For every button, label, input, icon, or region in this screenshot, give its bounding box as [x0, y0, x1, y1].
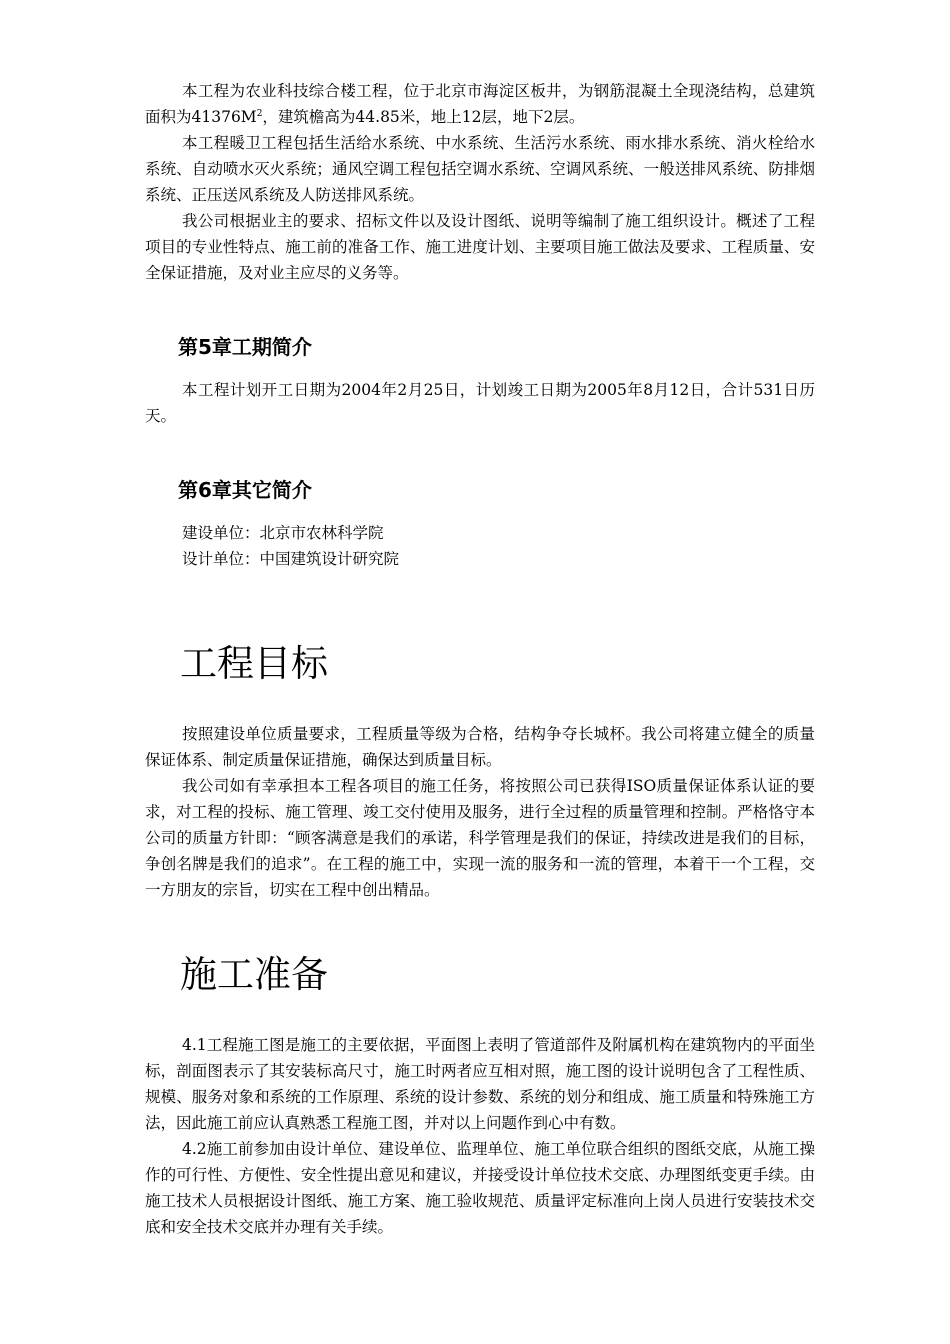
spacer	[145, 572, 815, 639]
goals-paragraph-1: 按照建设单位质量要求，工程质量等级为合格，结构争夺长城杯。我公司将建立健全的质量保证体系、制定质量保证措施，确保达到质量目标。	[145, 725, 815, 769]
design-unit-line: 设计单位：中国建筑设计研究院	[182, 550, 400, 568]
overview-paragraph-1-text: 本工程为农业科技综合楼工程，位于北京市海淀区板井，为钢筋混凝土全现浇结构，总建筑面积为41376M	[145, 82, 815, 126]
spacer	[145, 903, 815, 950]
overview-paragraph-2: 本工程暖卫工程包括生活给水系统、中水系统、生活污水系统、雨水排水系统、消火栓给水系统、自动喷水灭火系统；通风空调工程包括空调水系统、空调风系统、一般送排风系统、防排烟系统、正压送风系统及人防送排风系统。	[145, 134, 815, 204]
spacer	[145, 429, 815, 475]
spacer	[145, 689, 815, 721]
owner-unit-line: 建设单位：北京市农林科学院	[182, 524, 384, 542]
chapter-5-heading: 第5章工期简介	[178, 335, 312, 359]
spacer	[145, 362, 815, 377]
overview-paragraph-3: 我公司根据业主的要求、招标文件以及设计图纸、说明等编制了施工组织设计。概述了工程项目的专业性特点、施工前的准备工作、施工进度计划、主要项目施工做法及要求、工程质量、安全保证措施，及对业主应尽的义务等。	[145, 212, 815, 282]
schedule-paragraph: 本工程计划开工日期为2004年2月25日，计划竣工日期为2005年8月12日，合计531日历天。	[145, 381, 815, 425]
overview-paragraph-1-suffix: ，建筑檐高为44.85米，地上12层，地下2层。	[262, 108, 585, 126]
spacer	[145, 1000, 815, 1032]
area-unit-superscript: 2	[256, 108, 263, 119]
spacer	[145, 286, 815, 332]
chapter-6-heading: 第6章其它简介	[178, 478, 312, 502]
document-body	[145, 78, 815, 1240]
overview-paragraph-1	[145, 78, 815, 130]
spacer	[145, 505, 815, 520]
section-heading-goals: 工程目标	[180, 642, 328, 685]
preparation-paragraph-2: 4.2施工前参加由设计单位、建设单位、监理单位、施工单位联合组织的图纸交底，从施工操作的可行性、方便性、安全性提出意见和建议，并接受设计单位技术交底、办理图纸变更手续。由施工技术人员根据设计图纸、施工方案、施工验收规范、质量评定标准向上岗人员进行安装技术交底和安全技术交底并办理有关手续。	[145, 1140, 815, 1236]
goals-paragraph-2: 我公司如有幸承担本工程各项目的施工任务，将按照公司已获得ISO质量保证体系认证的要求，对工程的投标、施工管理、竣工交付使用及服务，进行全过程的质量管理和控制。严格恪守本公司的质量方针即：“顾客满意是我们的承诺，科学管理是我们的保证，持续改进是我们的目标，争创名牌是我们的追求”。在工程的施工中，实现一流的服务和一流的管理，本着干一个工程，交一方朋友的宗旨，切实在工程中创出精品。	[145, 777, 815, 899]
section-heading-preparation: 施工准备	[180, 953, 328, 996]
preparation-paragraph-1: 4.1工程施工图是施工的主要依据，平面图上表明了管道部件及附属机构在建筑物内的平面坐标，剖面图表示了其安装标高尺寸，施工时两者应互相对照，施工图的设计说明包含了工程性质、规模、服务对象和系统的工作原理、系统的设计参数、系统的划分和组成、施工质量和特殊施工方法，因此施工前应认真熟悉工程施工图，并对以上问题作到心中有数。	[145, 1036, 815, 1132]
